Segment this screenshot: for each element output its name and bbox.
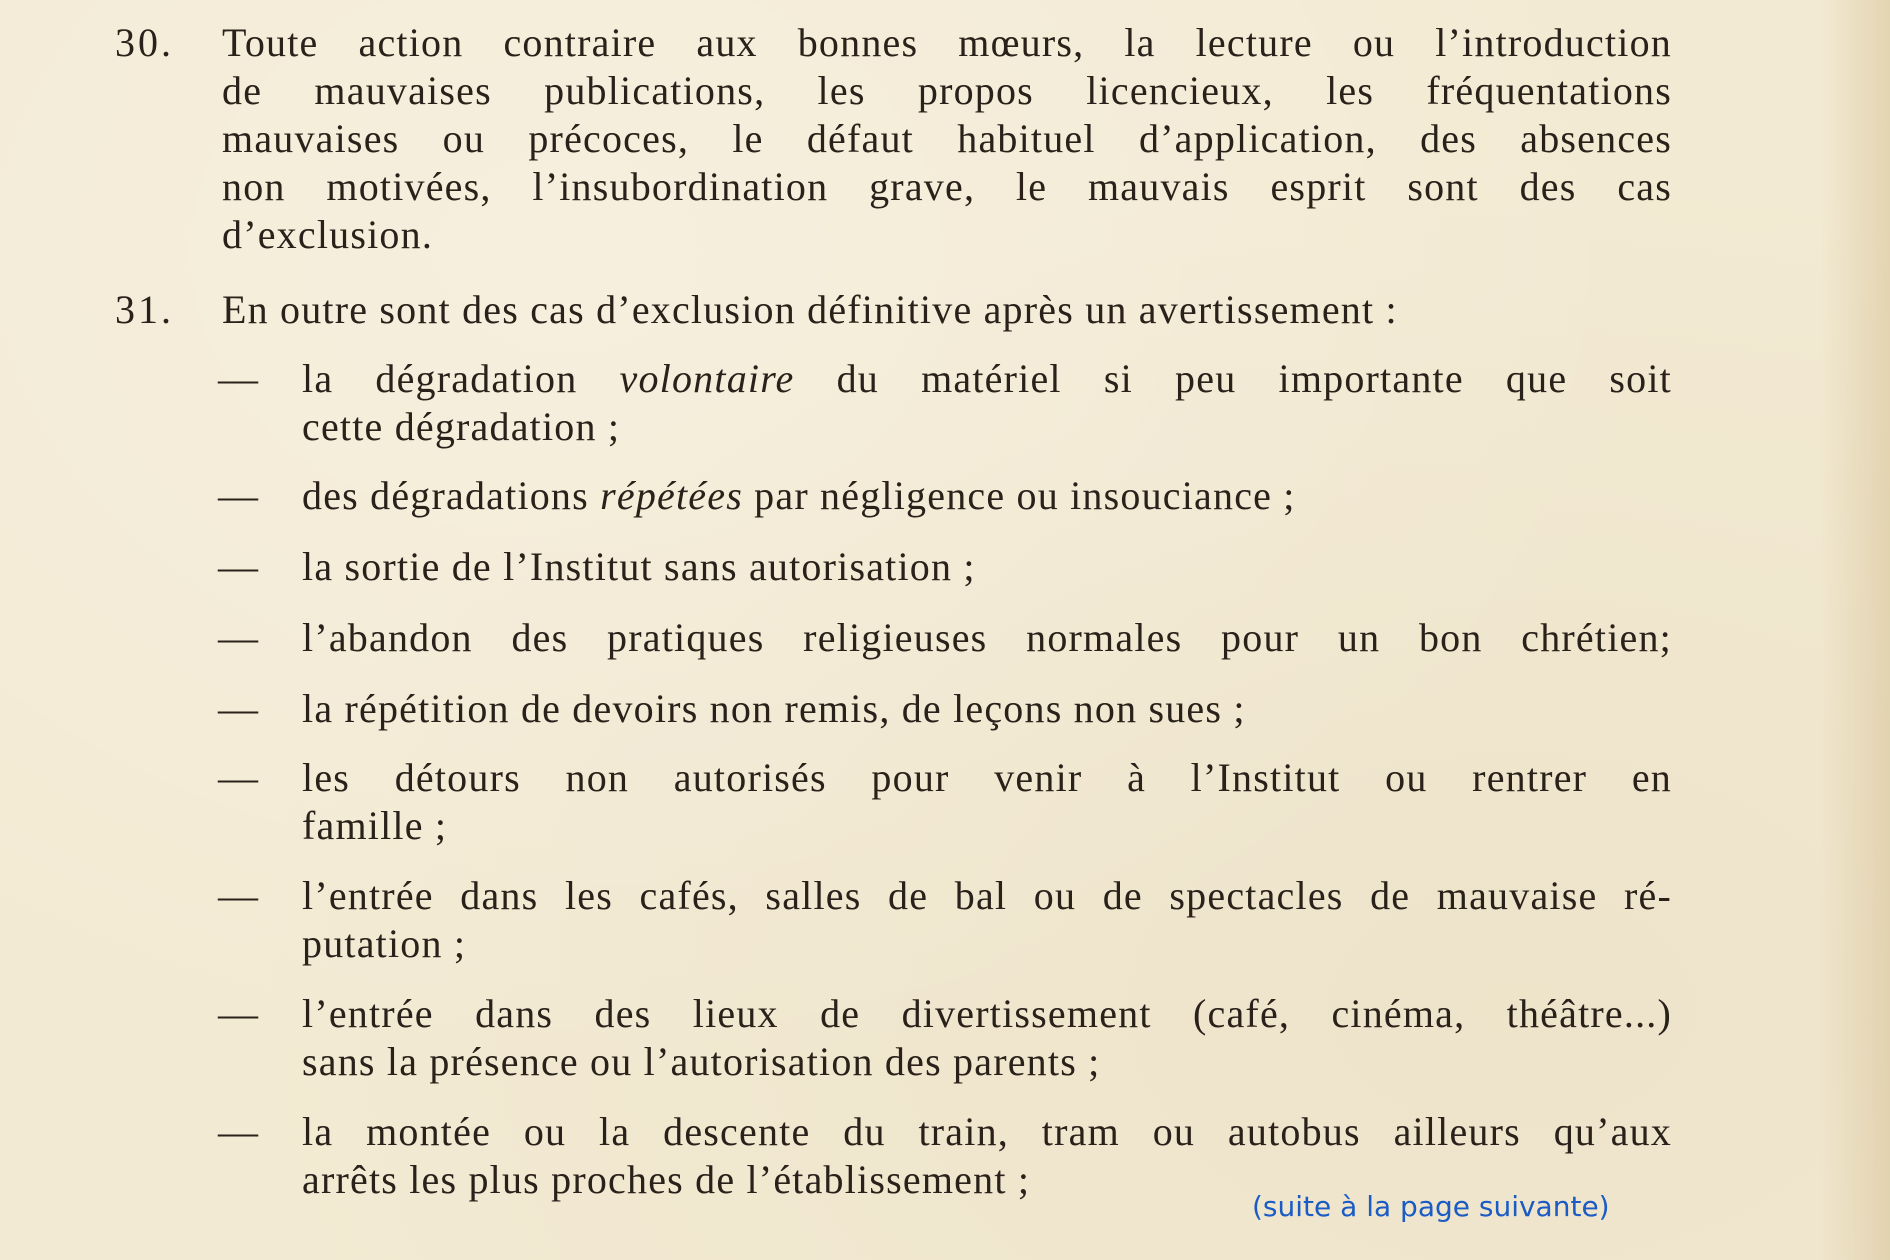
dash-bullet: — [218, 991, 258, 1036]
list-item-line-1: les détours non autorisés pour venir à l’Institut ou rentrer en [302, 755, 1672, 800]
list-item-line-1: la dégradation volontaire du matériel si peu importante que soit [302, 356, 1672, 401]
list-item-line-1: l’abandon des pratiques religieuses normales pour un bon chrétien; [302, 615, 1672, 660]
dash-bullet: — [218, 544, 258, 589]
list-item-line-1: des dégradations répétées par négligence ou insouciance ; [302, 473, 1296, 518]
dash-bullet: — [218, 755, 258, 800]
dash-bullet: — [218, 356, 258, 401]
dash-bullet: — [218, 873, 258, 918]
list-item-line-2: famille ; [302, 803, 448, 848]
article-30-line-5: d’exclusion. [222, 212, 434, 257]
article-30-line-1: Toute action contraire aux bonnes mœurs, la lecture ou l’introduction [222, 20, 1672, 65]
dash-bullet: — [218, 615, 258, 660]
list-item-line-1: la montée ou la descente du train, tram ou autobus ailleurs qu’aux [302, 1109, 1672, 1154]
article-number: 31. [115, 287, 174, 332]
list-item-line-1: la répétition de devoirs non remis, de leçons non sues ; [302, 686, 1246, 731]
list-item-line-2: sans la présence ou l’autorisation des parents ; [302, 1039, 1101, 1084]
article-30-line-2: de mauvaises publications, les propos licencieux, les fréquentations [222, 68, 1672, 113]
list-item-line-1: l’entrée dans les cafés, salles de bal ou de spectacles de mauvaise ré- [302, 873, 1672, 918]
article-31-intro: En outre sont des cas d’exclusion définitive après un avertissement : [222, 287, 1398, 332]
list-item-line-1: la sortie de l’Institut sans autorisation ; [302, 544, 976, 589]
list-item-line-1: l’entrée dans des lieux de divertissement (café, cinéma, théâtre...) [302, 991, 1672, 1036]
article-30-line-3: mauvaises ou précoces, le défaut habituel d’application, des absences [222, 116, 1672, 161]
continuation-note: (suite à la page suivante) [1252, 1190, 1610, 1223]
list-item-line-2: arrêts les plus proches de l’établissement ; [302, 1157, 1031, 1202]
list-item-line-2: putation ; [302, 921, 467, 966]
article-30-line-4: non motivées, l’insubordination grave, le mauvais esprit sont des cas [222, 164, 1672, 209]
article-number: 30. [115, 20, 174, 65]
dash-bullet: — [218, 1109, 258, 1154]
dash-bullet: — [218, 473, 258, 518]
list-item-line-2: cette dégradation ; [302, 404, 621, 449]
dash-bullet: — [218, 686, 258, 731]
